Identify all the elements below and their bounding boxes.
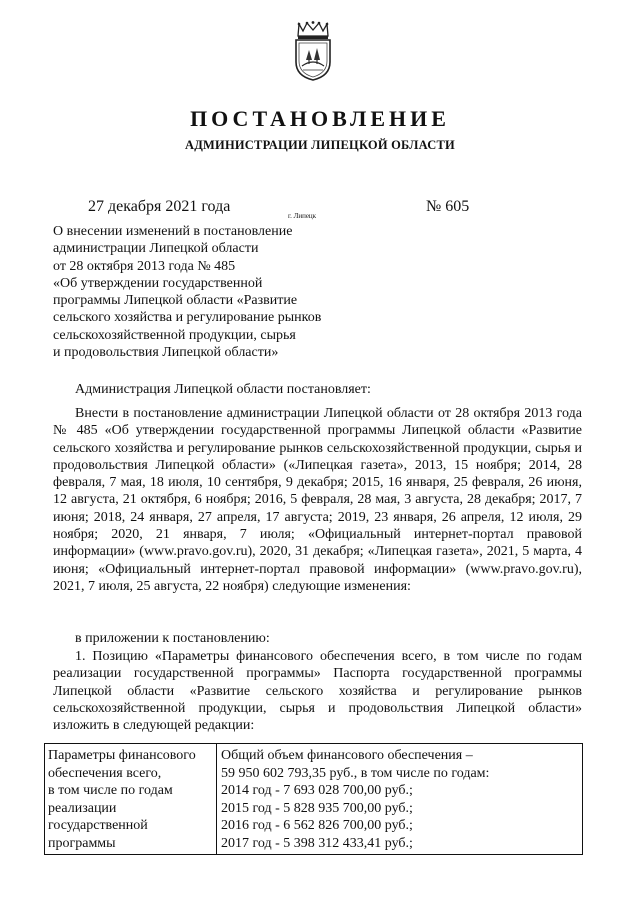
subject-line: «Об утверждении государственной [53, 275, 263, 291]
cell-line: в том числе по годам [48, 783, 173, 798]
resolution-lead: Администрация Липецкой области постановляет: [75, 382, 371, 397]
subject-line: администрации Липецкой области [53, 241, 259, 257]
subject-line: сельскохозяйственной продукции, сырья [53, 327, 296, 343]
subject-line: от 28 октября 2013 года № 485 [53, 258, 236, 274]
position-paragraph: 1. Позицию «Параметры финансового обеспечения всего, в том числе по годам реализации государственной программы» Паспорта государственной программы Липецкой области «Развитие сельского хозяйства и регулирование рынков сельскохозяйственной продукции, сырья и продовольствия Липецкой области» изложить в следующей редакции: [53, 649, 582, 734]
cell-line: 2014 год - 7 693 028 700,00 руб.; [221, 783, 413, 798]
parameter-value-cell [217, 744, 583, 855]
coat-of-arms-emblem [290, 20, 336, 82]
cell-line: программы [48, 835, 116, 851]
subject-line: сельского хозяйства и регулирование рынков [53, 310, 322, 326]
subject-line: О внесении изменений в постановление [53, 224, 293, 239]
cell-line: 2017 год - 5 398 312 433,41 руб.; [221, 835, 413, 851]
cell-line: Параметры финансового [48, 748, 196, 763]
table-row [45, 744, 583, 855]
appendix-intro: в приложении к постановлению: [75, 631, 270, 646]
subject-line: и продовольствия Липецкой области» [53, 345, 279, 361]
resolution-decree-paragraph: Внести в постановление администрации Липецкой области от 28 октября 2013 года № 485 «Об утверждении государственной программы Липецкой области «Развитие сельского хозяйства и регулирование рынков сельскохозяйственной продукции, сырья и продовольствия Липецкой области» («Липецкая газета», 2013, 15 ноября; 2014, 28 февраля, 7 мая, 18 июля, 10 сентября, 9 декабря; 2015, 16 января, 25 февраля, 26 июня, 12 августа, 21 октября, 6 ноября; 2016, 5 февраля, 28 мая, 3 августа, 28 декабря; 2017, 7 июня; 2018, 24 января, 27 апреля, 17 августа; 2019, 23 января, 26 апреля, 12 июля, 29 ноября; 2020, 21 января, 7 июля; «Официальный интернет-портал правовой информации» (www.pravo.gov.ru), 2020, 31 декабря; «Липецкая газета», 2021, 5 марта, 4 июня; «Официальный интернет-портал правовой информации» (www.pravo.gov.ru), 2021, 7 июля, 25 августа, 22 ноября) следующие изменения: [53, 406, 582, 594]
financing-parameters-table [44, 743, 583, 855]
cell-line: Общий объем финансового обеспечения – [221, 748, 473, 763]
cell-line: государственной [48, 818, 148, 833]
subject-line: программы Липецкой области «Развитие [53, 293, 298, 309]
document-city: г. Липецк [288, 212, 317, 220]
subject-block [53, 223, 353, 361]
document-title: ПОСТАНОВЛЕНИЕ [190, 106, 450, 131]
cell-line: 2016 год - 6 562 826 700,00 руб.; [221, 818, 413, 833]
cell-line: 2015 год - 5 828 935 700,00 руб.; [221, 800, 413, 816]
cell-line: обеспечения всего, [48, 765, 162, 781]
document-subtitle: АДМИНИСТРАЦИИ ЛИПЕЦКОЙ ОБЛАСТИ [185, 138, 455, 152]
document-date: 27 декабря 2021 года [88, 198, 231, 215]
parameter-name-cell [45, 744, 217, 855]
document-number: № 605 [426, 198, 470, 215]
cell-line: реализации [48, 800, 117, 816]
cell-line: 59 950 602 793,35 руб., в том числе по годам: [221, 765, 490, 781]
